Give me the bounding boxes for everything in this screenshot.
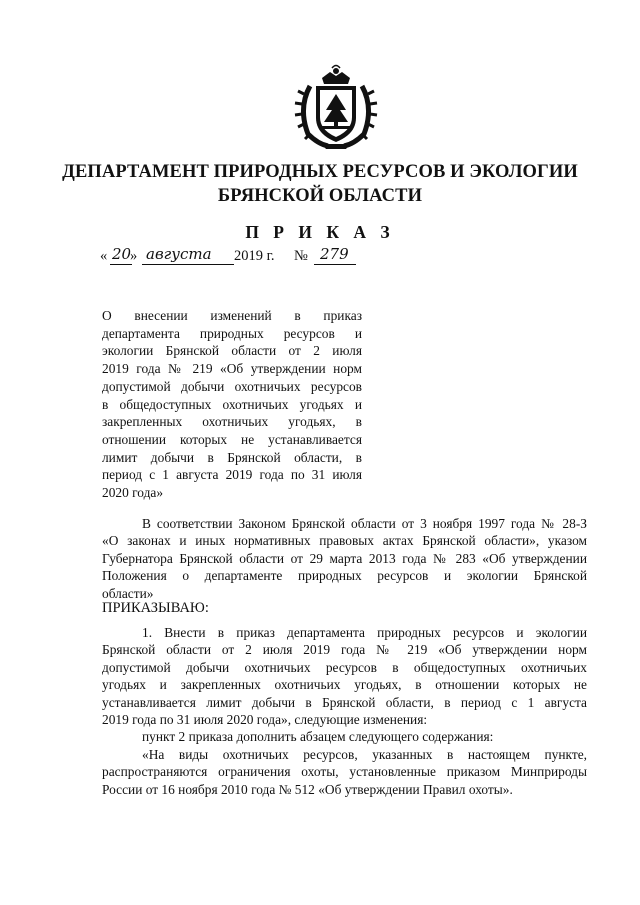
order-item-paragraph bbox=[102, 624, 587, 798]
subject-line: 2020 года» bbox=[102, 485, 164, 501]
item-line: угодьях и закрепленных охотничьих угодьях, в отношении которых не bbox=[102, 677, 587, 693]
preamble-line: области» bbox=[102, 585, 154, 601]
item-line: России от 16 ноября 2010 года № 512 «Об утверждении Правил охоты». bbox=[102, 781, 513, 797]
subject-line: 2019 года № 219 «Об утверждении норм bbox=[102, 361, 362, 377]
subject-line: экологии Брянской области от 2 июля bbox=[102, 343, 362, 359]
preamble-paragraph bbox=[102, 515, 587, 602]
subject-line: закрепленных охотничьих угодьях, в bbox=[102, 414, 362, 430]
number-underline bbox=[314, 264, 356, 265]
subject-line: О внесении изменений в приказ bbox=[102, 308, 362, 323]
month-underline bbox=[142, 264, 234, 265]
item-line: устанавливается лимит добычи в Брянской области, в период с 1 августа bbox=[102, 694, 587, 710]
subject-line: отношении которых не устанавливается bbox=[102, 431, 362, 447]
number-sign: № bbox=[294, 248, 308, 264]
item-line: 1. Внести в приказ департамента природных ресурсов и экологии bbox=[142, 625, 587, 640]
date-open-quote: « bbox=[100, 248, 108, 264]
item-line: 2019 года по 31 июля 2020 года», следующие изменения: bbox=[102, 712, 428, 728]
prikazyvayu-heading: ПРИКАЗЫВАЮ: bbox=[102, 600, 209, 616]
date-close-quote: » bbox=[130, 248, 138, 264]
date-month: августа bbox=[146, 245, 212, 263]
order-title: П Р И К А З bbox=[245, 222, 395, 242]
preamble-line: В соответствии Законом Брянской области от 3 ноября 1997 года № 28-З bbox=[142, 516, 587, 531]
subject-line: допустимой добычи охотничьих ресурсов bbox=[102, 378, 362, 394]
item-line: «На виды охотничьих ресурсов, указанных в настоящем пункте, bbox=[142, 746, 587, 762]
day-underline bbox=[110, 264, 132, 265]
coat-of-arms-icon bbox=[292, 64, 380, 150]
department-name-line1: ДЕПАРТАМЕНТ ПРИРОДНЫХ РЕСУРСОВ И ЭКОЛОГИИ bbox=[62, 162, 578, 182]
subject-line: в общедоступных охотничьих угодьях и bbox=[102, 396, 362, 412]
department-name-line2: БРЯНСКОЙ ОБЛАСТИ bbox=[217, 186, 423, 206]
subject-line: департамента природных ресурсов и bbox=[102, 325, 362, 341]
preamble-line: Положения о департаменте природных ресурсов и экологии Брянской bbox=[102, 568, 587, 584]
item-line: пункт 2 приказа дополнить абзацем следующего содержания: bbox=[142, 729, 494, 745]
preamble-line: Губернатора Брянской области от 29 марта 2013 года № 283 «Об утверждении bbox=[102, 550, 587, 566]
order-subject bbox=[102, 307, 362, 502]
item-line: Брянской области от 2 июля 2019 года № 219 «Об утверждении норм bbox=[102, 642, 587, 658]
subject-line: лимит добычи в Брянской области, в bbox=[102, 449, 362, 465]
item-line: распространяются ограничения охоты, установленные приказом Минприроды bbox=[102, 764, 587, 780]
order-number: 279 bbox=[320, 245, 349, 263]
item-line: допустимой добычи охотничьих ресурсов в общедоступных охотничьих bbox=[102, 659, 587, 675]
date-day: 20 bbox=[112, 245, 132, 263]
preamble-line: «О законах и иных нормативных правовых актах Брянской области», указом bbox=[102, 533, 587, 549]
subject-line: период с 1 августа 2019 года по 31 июля bbox=[102, 467, 362, 483]
date-year: 2019 г. bbox=[234, 248, 275, 264]
